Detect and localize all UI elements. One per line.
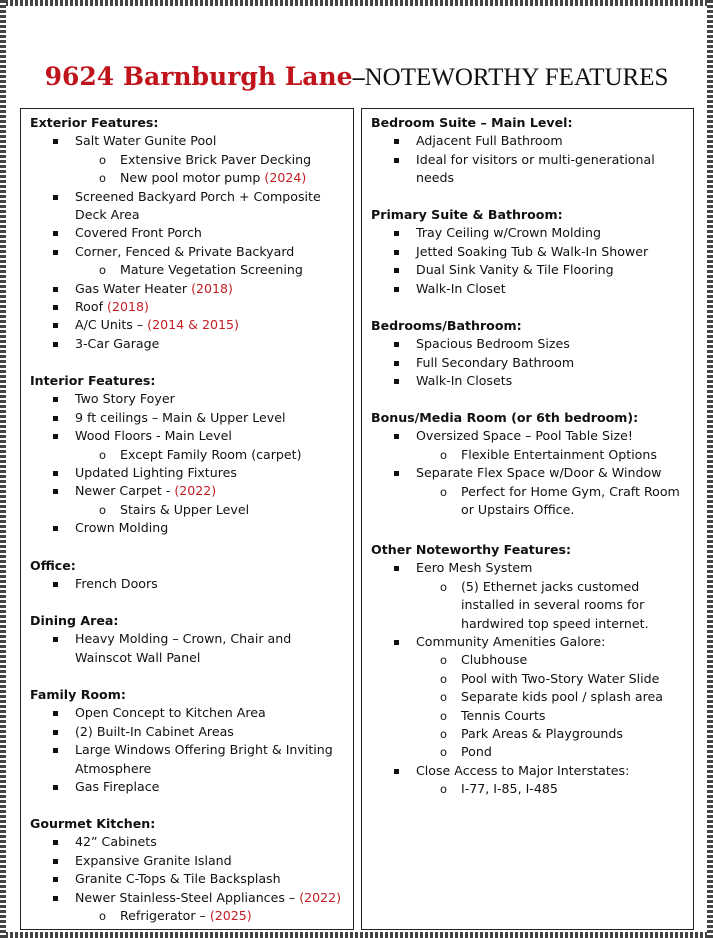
list-item: French Doors (30, 575, 353, 593)
list-item: Crown Molding (30, 519, 353, 537)
list-item: 42” Cabinets (30, 833, 353, 851)
list-subitem: o Extensive Brick Paver Decking (30, 151, 353, 169)
list-item: Spacious Bedroom Sizes (371, 335, 693, 353)
list-item: (2) Built-In Cabinet Areas (30, 723, 353, 741)
list-subitem: o New pool motor pump (2024) (30, 169, 353, 187)
page-border-right (707, 0, 713, 938)
list-item: Salt Water Gunite Pool (30, 132, 353, 150)
right-column (361, 108, 694, 930)
section-title: Primary Suite & Bathroom: (371, 207, 563, 222)
list-item: Heavy Molding – Crown, Chair and Wainscot Wall Panel (30, 630, 353, 667)
list-item: Adjacent Full Bathroom (371, 132, 693, 150)
section-interior (21, 372, 353, 538)
list-item: Dual Sink Vanity & Tile Flooring (371, 261, 693, 279)
list-subitem: o Refrigerator – (2025) (30, 907, 353, 925)
list-subitem: o Stairs & Upper Level (30, 501, 353, 519)
list-item: Granite C-Tops & Tile Backsplash (30, 870, 353, 888)
list-item: Roof (2018) (30, 298, 353, 316)
list-subitem: o Flexible Entertainment Options (371, 446, 693, 464)
section-title: Family Room: (30, 687, 126, 702)
list-item: Walk-In Closet (371, 280, 693, 298)
section-bonus-room (362, 409, 693, 519)
list-item: Walk-In Closets (371, 372, 693, 390)
list-item: Corner, Fenced & Private Backyard (30, 243, 353, 261)
list-subitem: o Separate kids pool / splash area (371, 688, 693, 706)
list-subitem: o Mature Vegetation Screening (30, 261, 353, 279)
section-bedroom-suite (362, 114, 693, 188)
section-title: Gourmet Kitchen: (30, 816, 156, 831)
section-kitchen (21, 815, 353, 925)
list-item: Covered Front Porch (30, 224, 353, 242)
list-item: Separate Flex Space w/Door & Window (371, 464, 693, 482)
section-title: Bonus/Media Room (or 6th bedroom): (371, 410, 639, 425)
property-address: 9624 Barnburgh Lane (44, 62, 353, 91)
list-subitem: o Park Areas & Playgrounds (371, 725, 693, 743)
page-border-bottom (0, 932, 713, 938)
list-subitem: o I-77, I-85, I-485 (371, 780, 693, 798)
title-dash: – (352, 65, 365, 91)
list-item: Tray Ceiling w/Crown Molding (371, 224, 693, 242)
list-item: Newer Stainless-Steel Appliances – (2022) (30, 889, 353, 907)
section-title: Office: (30, 558, 76, 573)
list-subitem: o Pond (371, 743, 693, 761)
section-primary-suite (362, 206, 693, 298)
section-title: Bedrooms/Bathroom: (371, 318, 522, 333)
section-title: Interior Features: (30, 373, 156, 388)
list-subitem: o Pool with Two-Story Water Slide (371, 670, 693, 688)
page-title (0, 62, 713, 92)
section-title: Dining Area: (30, 613, 119, 628)
left-column (20, 108, 354, 930)
title-subtitle: NOTEWORTHY FEATURES (364, 64, 669, 91)
section-title: Other Noteworthy Features: (371, 542, 572, 557)
list-item: Wood Floors - Main Level (30, 427, 353, 445)
list-item: Gas Fireplace (30, 778, 353, 796)
list-item: 3-Car Garage (30, 335, 353, 353)
list-item: Screened Backyard Porch + Composite Deck Area (30, 188, 353, 225)
list-item: Updated Lighting Fixtures (30, 464, 353, 482)
list-subitem: o Tennis Courts (371, 707, 693, 725)
list-item: Two Story Foyer (30, 390, 353, 408)
list-item: Oversized Space – Pool Table Size! (371, 427, 693, 445)
list-item: Community Amenities Galore: (371, 633, 693, 651)
section-family-room (21, 686, 353, 796)
list-item: A/C Units – (2014 & 2015) (30, 316, 353, 334)
list-item: Eero Mesh System (371, 559, 693, 577)
section-bedrooms (362, 317, 693, 391)
list-item: Close Access to Major Interstates: (371, 762, 693, 780)
list-item: 9 ft ceilings – Main & Upper Level (30, 409, 353, 427)
page-border-left (0, 0, 6, 938)
list-item: Open Concept to Kitchen Area (30, 704, 353, 722)
list-subitem: o Clubhouse (371, 651, 693, 669)
list-item: Gas Water Heater (2018) (30, 280, 353, 298)
list-subitem: o Perfect for Home Gym, Craft Room or Upstairs Office. (371, 483, 693, 520)
section-dining (21, 612, 353, 667)
list-item: Ideal for visitors or multi-generational needs (371, 151, 693, 188)
list-item: Large Windows Offering Bright & Inviting Atmosphere (30, 741, 353, 778)
list-item: Expansive Granite Island (30, 852, 353, 870)
section-office (21, 557, 353, 594)
list-item: Newer Carpet - (2022) (30, 482, 353, 500)
section-exterior (21, 114, 353, 353)
list-item: Jetted Soaking Tub & Walk-In Shower (371, 243, 693, 261)
list-item: Full Secondary Bathroom (371, 354, 693, 372)
section-title: Exterior Features: (30, 115, 159, 130)
page-border-top (0, 0, 713, 6)
list-subitem: o Except Family Room (carpet) (30, 446, 353, 464)
section-title: Bedroom Suite – Main Level: (371, 115, 573, 130)
section-other-features (362, 541, 693, 799)
list-subitem: o (5) Ethernet jacks customed installed in several rooms for hardwired top speed internet. (371, 578, 693, 633)
